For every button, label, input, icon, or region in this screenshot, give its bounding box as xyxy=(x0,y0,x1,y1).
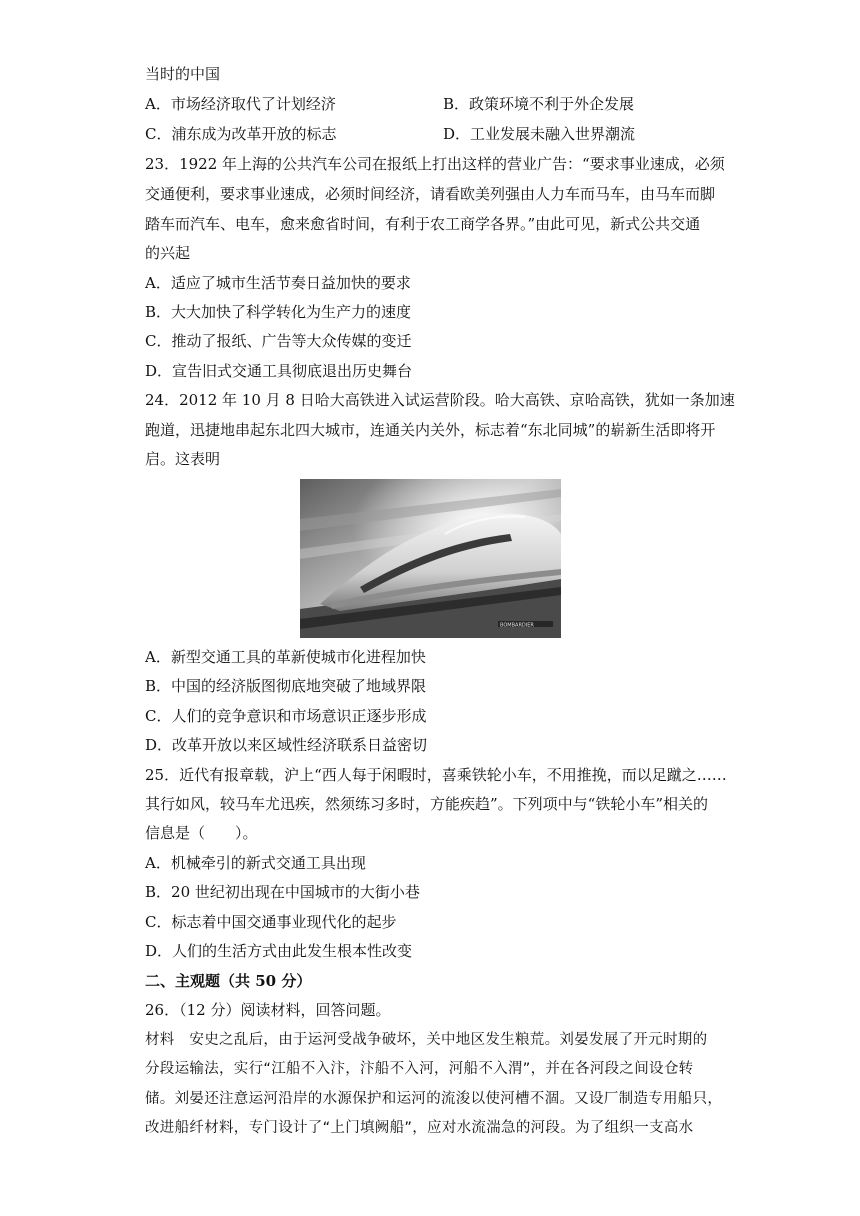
q25-stem-line-1: 25．近代有报章载，沪上“西人每于闲暇时，喜乘铁轮小车，不用推挽，而以足蹴之…… xyxy=(145,766,727,784)
q25-stem-line-2: 其行如风，较马车尤迅疾，然须练习多时，方能疾趋”。下列项中与“铁轮小车”相关的 xyxy=(145,795,709,813)
material-line-2: 分段运输法，实行“江船不入汴，汴船不入河，河船不入渭”，并在各河段之间设仓转 xyxy=(145,1061,694,1077)
q25-stem-line-3: 信息是（ ）。 xyxy=(145,824,258,842)
q25-option-b: B．20 世纪初出现在中国城市的大街小巷 xyxy=(145,883,420,901)
q22-option-d: D．工业发展未融入世界潮流 xyxy=(443,125,636,143)
q24-option-a: A．新型交通工具的革新使城市化进程加快 xyxy=(145,648,426,666)
q26-stem: 26．（12 分）阅读材料，回答问题。 xyxy=(145,1001,391,1019)
q23-stem-line-2: 交通便利，要求事业速成，必须时间经济，请看欧美列强由人力车而马车，由马车而脚 xyxy=(145,185,716,203)
q23-stem-line-3: 踏车而汽车、电车，愈来愈省时间，有利于农工商学各界。”由此可见，新式公共交通 xyxy=(145,215,701,233)
high-speed-train-photo xyxy=(300,479,561,638)
q25-option-d: D．人们的生活方式由此发生根本性改变 xyxy=(145,942,413,960)
photo-caption-mark: BOMBARDIER xyxy=(500,622,534,629)
q23-stem-line-1: 23．1922 年上海的公共汽车公司在报纸上打出这样的营业广告：“要求事业速成，必须 xyxy=(145,155,725,173)
train-photo-icon xyxy=(300,479,561,638)
q23-option-b: B．大大加快了科学转化为生产力的速度 xyxy=(145,303,412,321)
q25-option-c: C．标志着中国交通事业现代化的起步 xyxy=(145,913,397,931)
q22-option-c: C．浦东成为改革开放的标志 xyxy=(145,125,337,143)
q22-stem-end: 当时的中国 xyxy=(145,65,221,83)
material-line-3: 储。刘晏还注意运河沿岸的水源保护和运河的流浚以使河槽不涸。又设厂制造专用船只， xyxy=(145,1091,723,1107)
q24-stem-line-3: 启。这表明 xyxy=(145,450,221,468)
q22-option-a: A．市场经济取代了计划经济 xyxy=(145,95,336,113)
material-line-1: 材料 安史之乱后，由于运河受战争破坏，关中地区发生粮荒。刘晏发展了开元时期的 xyxy=(145,1032,708,1048)
material-line-4: 改进船纤材料，专门设计了“上门填阙船”，应对水流湍急的河段。为了组织一支高水 xyxy=(145,1120,694,1136)
q25-option-a: A．机械牵引的新式交通工具出现 xyxy=(145,854,366,872)
q24-stem-line-2: 跑道，迅捷地串起东北四大城市，连通关内关外，标志着“东北同城”的崭新生活即将开 xyxy=(145,421,716,439)
q23-stem-line-4: 的兴起 xyxy=(145,244,191,262)
q24-option-c: C．人们的竞争意识和市场意识正逐步形成 xyxy=(145,707,427,725)
q23-option-d: D．宣告旧式交通工具彻底退出历史舞台 xyxy=(145,362,413,380)
section-heading-subjective: 二、主观题（共 50 分） xyxy=(145,972,312,990)
q24-option-b: B．中国的经济版图彻底地突破了地域界限 xyxy=(145,677,427,695)
q22-option-b: B．政策环境不利于外企发展 xyxy=(443,95,635,113)
q23-option-c: C．推动了报纸、广告等大众传媒的变迁 xyxy=(145,332,412,350)
q24-stem-line-1: 24．2012 年 10 月 8 日哈大高铁进入试运营阶段。哈大高铁、京哈高铁，犹如一条加速 xyxy=(145,391,735,409)
q24-option-d: D．改革开放以来区域性经济联系日益密切 xyxy=(145,736,428,754)
q23-option-a: A．适应了城市生活节奏日益加快的要求 xyxy=(145,274,411,292)
